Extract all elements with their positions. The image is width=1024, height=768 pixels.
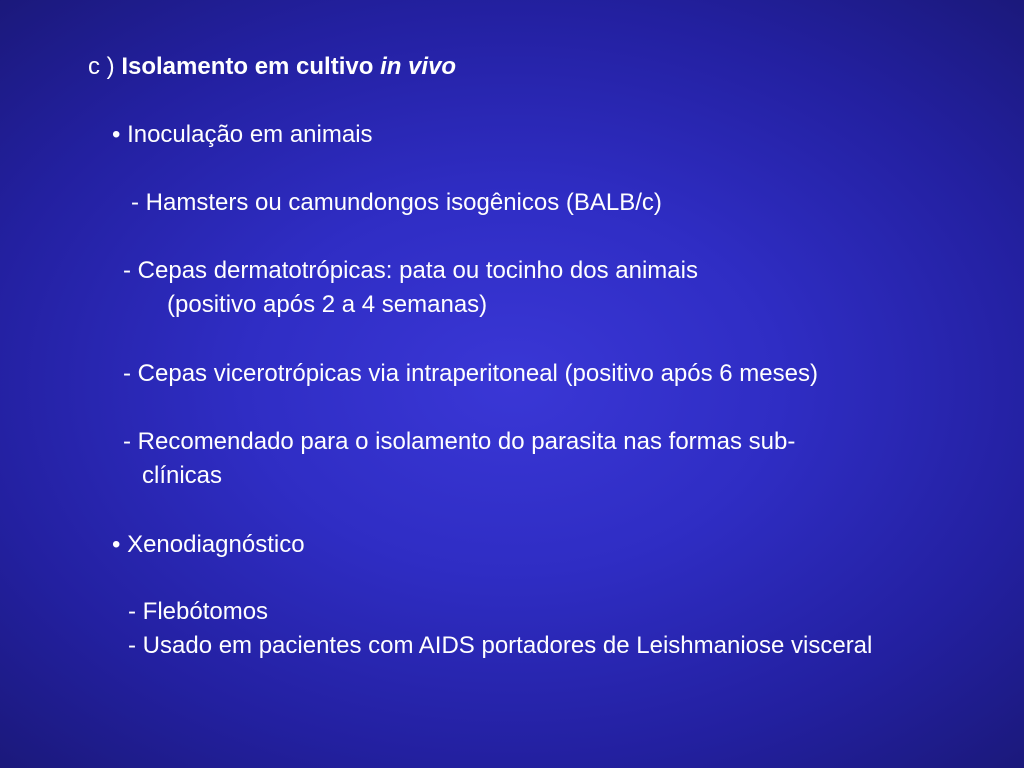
bullet-xenodiagnostico: • Xenodiagnóstico [112, 531, 305, 558]
slide-heading [88, 52, 456, 82]
list-item-aids: - Usado em pacientes com AIDS portadores de Leishmaniose visceral [128, 632, 873, 659]
list-item-flebotomos: - Flebótomos [128, 598, 269, 625]
list-item-recomendado-cont: clínicas [142, 462, 223, 489]
list-item-cepas-vicerotropicas: - Cepas vicerotrópicas via intraperitoneal (positivo após 6 meses) [123, 360, 818, 387]
bullet-inoculacao: • Inoculação em animais [112, 121, 373, 148]
list-item-hamsters: - Hamsters ou camundongos isogênicos (BALB/c) [131, 189, 662, 216]
list-item-cepas-dermatotropicas-cont: (positivo após 2 a 4 semanas) [167, 291, 488, 318]
list-item-recomendado: - Recomendado para o isolamento do parasita nas formas sub- [123, 428, 796, 455]
list-item-cepas-dermatotropicas: - Cepas dermatotrópicas: pata ou tocinho dos animais [123, 257, 698, 284]
heading-prefix: c ) [88, 53, 122, 80]
heading-bold-text: Isolamento em cultivo [121, 53, 381, 80]
heading-italic-text: in vivo [380, 53, 457, 80]
